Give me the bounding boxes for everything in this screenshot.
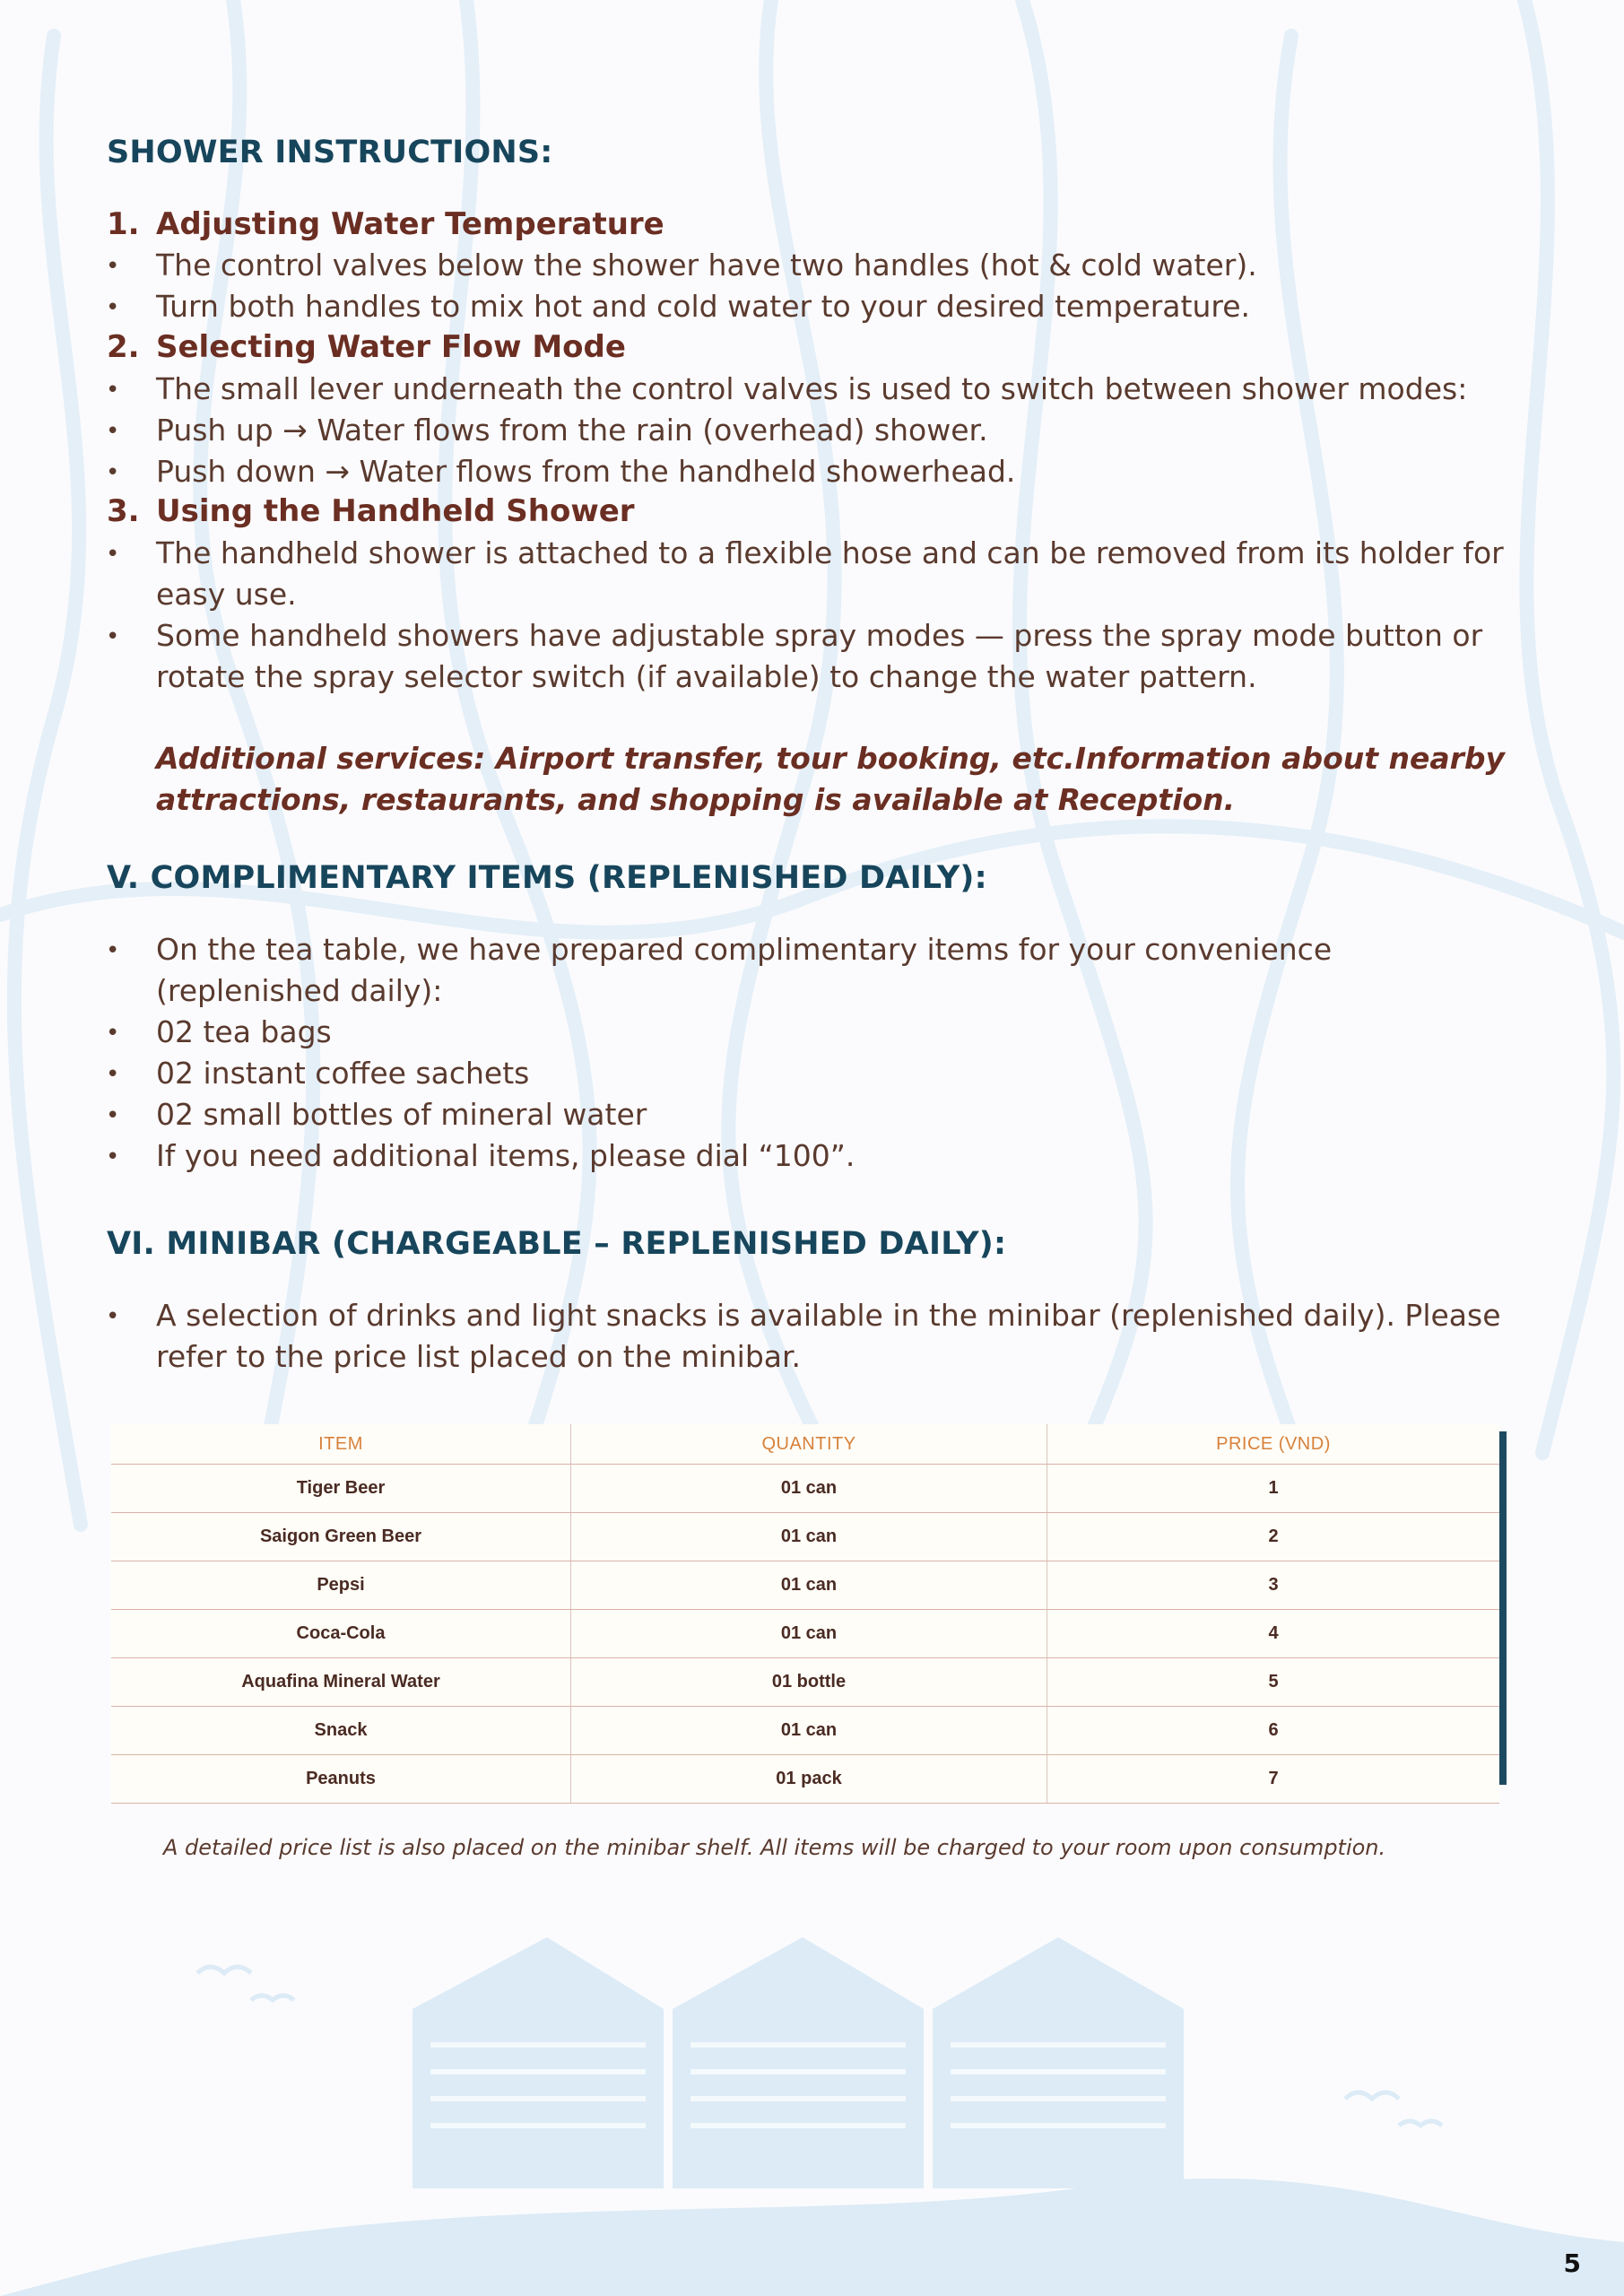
cell-price: 4 [1047,1610,1500,1658]
list-item: The control valves below the shower have two handles (hot & cold water). [156,248,1257,283]
page-number: 5 [1563,2248,1581,2278]
column-header-price: PRICE (VND) [1047,1424,1500,1465]
list-item: 02 small bottles of mineral water [156,1097,647,1132]
cell-quantity: 01 can [571,1561,1047,1610]
table-header-row [111,1424,1499,1465]
bullet-icon: • [106,541,120,568]
step-number: 1. [107,206,140,242]
complimentary-heading: V. COMPLIMENTARY ITEMS (REPLENISHED DAILY): [107,860,987,896]
minibar-price-table [111,1424,1499,1788]
cell-price: 2 [1047,1513,1500,1561]
step-title-handheld: Using the Handheld Shower [156,493,635,529]
cell-quantity: 01 can [571,1610,1047,1658]
list-item: 02 tea bags [156,1014,332,1049]
price-list-footnote: A detailed price list is also placed on the minibar shelf. All items will be charged to your room upon consumption. [163,1835,1386,1860]
cell-price: 6 [1047,1707,1500,1755]
table-row [111,1465,1499,1513]
column-header-quantity: QUANTITY [571,1424,1047,1465]
list-item: Some handheld showers have adjustable spray modes — press the spray mode button or [156,618,1483,653]
cell-price: 5 [1047,1658,1500,1707]
bullet-icon: • [106,937,120,964]
bullet-icon: • [106,1144,120,1170]
list-item-continuation: (replenished daily): [156,973,443,1008]
step-number: 2. [107,329,140,365]
cell-price: 7 [1047,1755,1500,1804]
step-number: 3. [107,493,140,529]
shower-heading: SHOWER INSTRUCTIONS: [107,135,553,170]
table-row [111,1755,1499,1804]
cell-quantity: 01 bottle [571,1658,1047,1707]
minibar-heading: VI. MINIBAR (CHARGEABLE – REPLENISHED DAILY): [107,1226,1007,1262]
cell-item: Saigon Green Beer [111,1513,571,1561]
cell-price: 1 [1047,1465,1500,1513]
list-item: The handheld shower is attached to a flexible hose and can be removed from its holder for [156,535,1504,570]
column-header-item: ITEM [111,1424,571,1465]
table-row [111,1707,1499,1755]
price-table [111,1424,1499,1804]
step-title-flow-mode: Selecting Water Flow Mode [156,329,626,365]
bullet-icon: • [106,1102,120,1129]
bullet-icon: • [106,253,120,280]
list-item: A selection of drinks and light snacks is available in the minibar (replenished daily). Please [156,1298,1501,1333]
list-item: The small lever underneath the control valves is used to switch between shower modes: [156,371,1468,406]
step-title-temperature: Adjusting Water Temperature [156,206,664,242]
list-item-continuation: rotate the spray selector switch (if available) to change the water pattern. [156,659,1257,694]
cell-item: Coca-Cola [111,1610,571,1658]
services-note: Additional services: Airport transfer, tour booking, etc.Information about nearby [156,741,1506,776]
bullet-icon: • [106,623,120,650]
cell-quantity: 01 can [571,1465,1047,1513]
table-row [111,1610,1499,1658]
bullet-icon: • [106,1061,120,1088]
list-item: On the tea table, we have prepared complimentary items for your convenience [156,932,1333,967]
cell-quantity: 01 can [571,1707,1047,1755]
bullet-icon: • [106,294,120,321]
services-note: attractions, restaurants, and shopping is available at Reception. [156,782,1236,817]
bullet-icon: • [106,377,120,404]
bullet-icon: • [106,1303,120,1330]
table-row [111,1513,1499,1561]
table-row [111,1561,1499,1610]
cell-quantity: 01 pack [571,1755,1047,1804]
list-item: 02 instant coffee sachets [156,1056,530,1091]
cell-price: 3 [1047,1561,1500,1610]
bullet-icon: • [106,1020,120,1047]
bullet-icon: • [106,418,120,445]
table-row [111,1658,1499,1707]
list-item-continuation: easy use. [156,577,297,612]
cell-item: Tiger Beer [111,1465,571,1513]
cell-item: Peanuts [111,1755,571,1804]
bullet-icon: • [106,459,120,486]
list-item: Turn both handles to mix hot and cold water to your desired temperature. [156,289,1251,324]
list-item-continuation: refer to the price list placed on the minibar. [156,1339,802,1374]
list-item: Push up → Water flows from the rain (overhead) shower. [156,413,988,448]
cell-quantity: 01 can [571,1513,1047,1561]
list-item: Push down → Water flows from the handheld showerhead. [156,454,1016,489]
cell-item: Snack [111,1707,571,1755]
list-item: If you need additional items, please dial “100”. [156,1138,855,1173]
cell-item: Aquafina Mineral Water [111,1658,571,1707]
cell-item: Pepsi [111,1561,571,1610]
